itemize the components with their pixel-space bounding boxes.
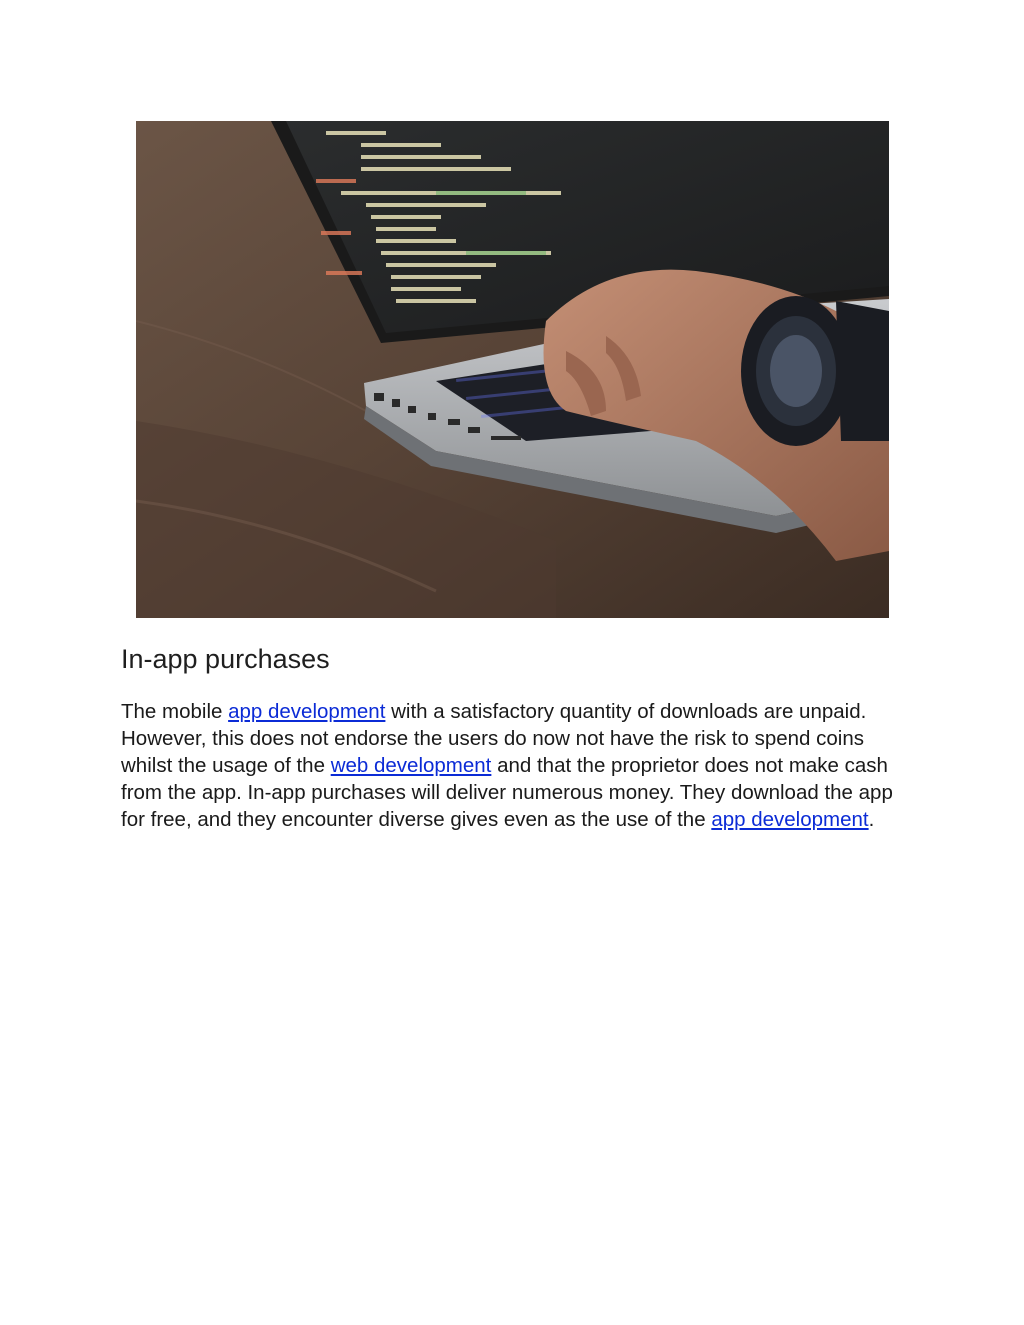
body-paragraph [121,698,911,833]
paragraph-text-2: with a satisfactory quantity of downloads are unpaid. However, this does not endorse the users do now not have the risk to spend coins whilst the usage of the [121,700,867,777]
app-development-link-2[interactable]: app development [711,808,869,831]
web-development-link[interactable]: web development [330,754,492,777]
section-heading: In-app purchases [121,644,330,674]
paragraph-text-1: The mobile [121,700,229,723]
app-development-link[interactable]: app development [228,700,386,723]
laptop-photo [136,121,889,618]
paragraph-text-3: and that the proprietor does not make cash from the app. In-app purchases will deliver numerous money. They download the app for free, and they encounter diverse gives even as the use of the [121,754,893,831]
paragraph-text-4: . [868,808,875,831]
